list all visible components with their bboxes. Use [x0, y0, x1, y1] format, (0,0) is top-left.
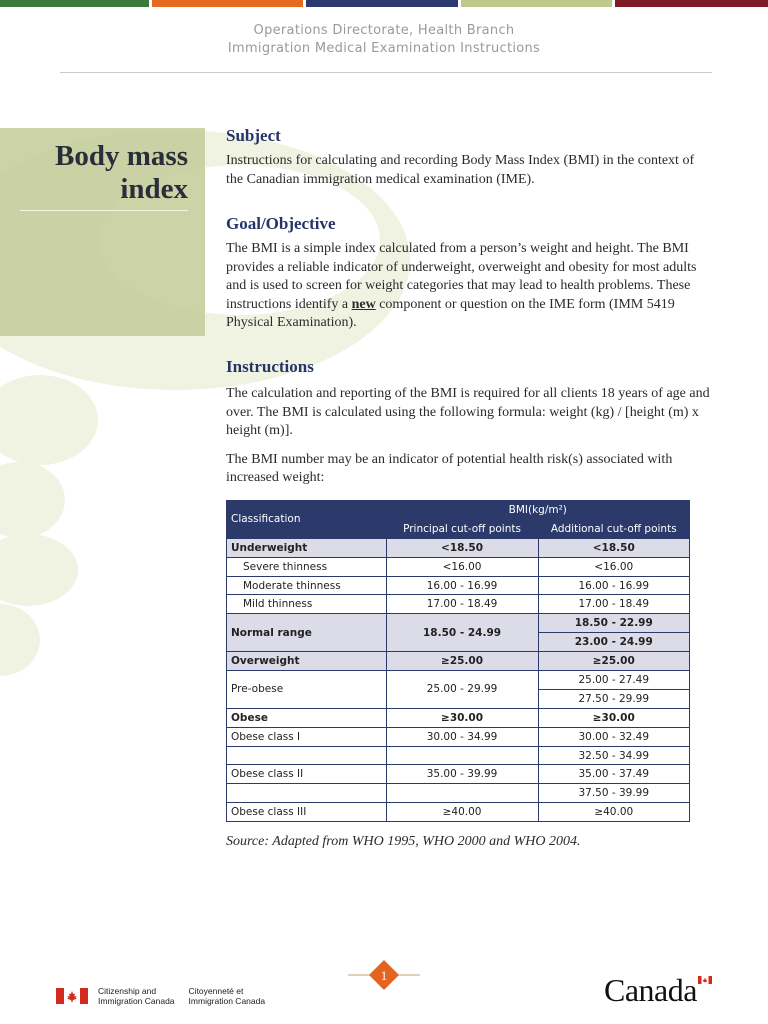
cell-additional: 35.00 - 37.49: [538, 765, 689, 784]
table-source-note: Source: Adapted from WHO 1995, WHO 2000 and WHO 2004.: [226, 834, 581, 849]
page-number: 1: [380, 968, 388, 983]
cell-additional: 23.00 - 24.99: [538, 633, 689, 652]
cell-class: Obese: [227, 708, 387, 727]
cell-class: Pre-obese: [227, 671, 387, 709]
department-en-line-1: Citizenship and: [98, 986, 157, 996]
instructions-paragraph-2: The BMI number may be an indicator of potential health risk(s) associated with increased weight:: [226, 451, 673, 486]
instructions-section: [226, 357, 714, 488]
cell-class: Underweight: [227, 538, 387, 557]
sidebar-title: [0, 140, 188, 206]
cell-principal: 18.50 - 24.99: [386, 614, 538, 652]
cell-principal: 25.00 - 29.99: [386, 671, 538, 709]
table-row-mild-thinness: [227, 595, 690, 614]
header-line-1: Operations Directorate, Health Branch: [253, 23, 515, 38]
wordmark-flag-icon: [698, 976, 712, 984]
cell-principal-empty: [386, 784, 538, 803]
goal-text-part-1: The BMI is a simple index calculated from a person’s weight and height. The BMI provides a reliable indicator of underweight, overweight and obesity for most adults and is used to screen for weight categories that may lead to health problems. These instructions identify a: [226, 241, 697, 312]
color-segment-navy: [306, 0, 457, 7]
instructions-paragraph-1: The calculation and reporting of the BMI is required for all clients 18 years of age and over. The BMI is calculated using the following formula: weight (kg) / [height (m) x height (m)].: [226, 386, 710, 439]
table-row-moderate-thinness: [227, 576, 690, 595]
cell-additional: 25.00 - 27.49: [538, 671, 689, 690]
color-segment-maroon: [615, 0, 768, 7]
table-row-pre-obese: [227, 671, 690, 690]
goal-text: [226, 240, 714, 333]
cell-class: Overweight: [227, 652, 387, 671]
table-row-overweight: [227, 652, 690, 671]
sidebar-title-line-1: Body mass: [55, 140, 188, 172]
color-segment-olive: [461, 0, 612, 7]
cell-principal: 16.00 - 16.99: [386, 576, 538, 595]
top-color-bar: [0, 0, 768, 7]
goal-heading: Goal/Objective: [226, 214, 336, 233]
color-segment-orange: [152, 0, 303, 7]
cell-class: Normal range: [227, 614, 387, 652]
subject-section: [226, 126, 714, 189]
cell-class: Obese class I: [227, 727, 387, 746]
cell-additional: 18.50 - 22.99: [538, 614, 689, 633]
page-header: [0, 22, 768, 58]
table-row-obese: [227, 708, 690, 727]
canada-flag-icon: [56, 988, 88, 1004]
cell-additional: ≥25.00: [538, 652, 689, 671]
cell-principal: 35.00 - 39.99: [386, 765, 538, 784]
cell-additional: ≥30.00: [538, 708, 689, 727]
cell-principal: ≥30.00: [386, 708, 538, 727]
canada-wordmark: Canada: [604, 972, 697, 1008]
page-number-badge: [348, 958, 420, 994]
header-bmi: BMI(kg/m²): [386, 501, 689, 520]
color-segment-green: [0, 0, 149, 7]
sidebar-title-line-2: index: [120, 173, 188, 205]
table-row-obese-class-1: [227, 727, 690, 746]
cell-principal-empty: [386, 746, 538, 765]
cell-principal: 30.00 - 34.99: [386, 727, 538, 746]
goal-text-emphasis: new: [351, 296, 376, 312]
table-row-severe-thinness: [227, 557, 690, 576]
cell-class-empty: [227, 784, 387, 803]
table-row-obese-class-2-2: [227, 784, 690, 803]
cell-principal: 17.00 - 18.49: [386, 595, 538, 614]
bmi-classification-table: [226, 500, 690, 822]
department-fr-line-1: Citoyenneté et: [188, 986, 244, 996]
cell-principal: <16.00: [386, 557, 538, 576]
table-header-row: [227, 501, 690, 520]
sidebar-divider: [20, 210, 188, 211]
cell-additional: <18.50: [538, 538, 689, 557]
cell-additional: 17.00 - 18.49: [538, 595, 689, 614]
cell-class-empty: [227, 746, 387, 765]
cell-additional: 32.50 - 34.99: [538, 746, 689, 765]
table-row-obese-class-3: [227, 803, 690, 822]
cell-additional: ≥40.00: [538, 803, 689, 822]
cell-additional: 30.00 - 32.49: [538, 727, 689, 746]
department-fr-line-2: Immigration Canada: [188, 996, 266, 1006]
header-divider: [60, 72, 712, 73]
cell-class: Obese class III: [227, 803, 387, 822]
cell-principal: <18.50: [386, 538, 538, 557]
department-name-en: [98, 986, 175, 1006]
cell-class: Severe thinness: [227, 557, 387, 576]
department-en-line-2: Immigration Canada: [98, 996, 175, 1006]
table-row-obese-class-1-2: [227, 746, 690, 765]
header-classification: Classification: [227, 501, 387, 539]
footer-department: [56, 986, 279, 1006]
cell-additional: 37.50 - 39.99: [538, 784, 689, 803]
cell-class: Mild thinness: [227, 595, 387, 614]
header-line-2: Immigration Medical Examination Instructions: [227, 41, 541, 56]
cell-class: Obese class II: [227, 765, 387, 784]
instructions-heading: Instructions: [226, 357, 314, 376]
table-row-underweight: [227, 538, 690, 557]
cell-additional: 16.00 - 16.99: [538, 576, 689, 595]
table-row-obese-class-2: [227, 765, 690, 784]
goal-section: [226, 214, 714, 333]
cell-principal: ≥25.00: [386, 652, 538, 671]
header-additional: Additional cut-off points: [538, 519, 689, 538]
cell-additional: 27.50 - 29.99: [538, 689, 689, 708]
cell-class: Moderate thinness: [227, 576, 387, 595]
header-principal: Principal cut-off points: [386, 519, 538, 538]
subject-heading: Subject: [226, 126, 281, 145]
department-name-fr: [189, 986, 266, 1006]
cell-additional: <16.00: [538, 557, 689, 576]
goal-text-part-2: component or question on the IME form (IMM 5419 Physical Examination).: [226, 296, 675, 331]
cell-principal: ≥40.00: [386, 803, 538, 822]
table-row-normal-range: [227, 614, 690, 633]
subject-text: Instructions for calculating and recording Body Mass Index (BMI) in the context of the Canadian immigration medical examination (IME).: [226, 153, 695, 187]
